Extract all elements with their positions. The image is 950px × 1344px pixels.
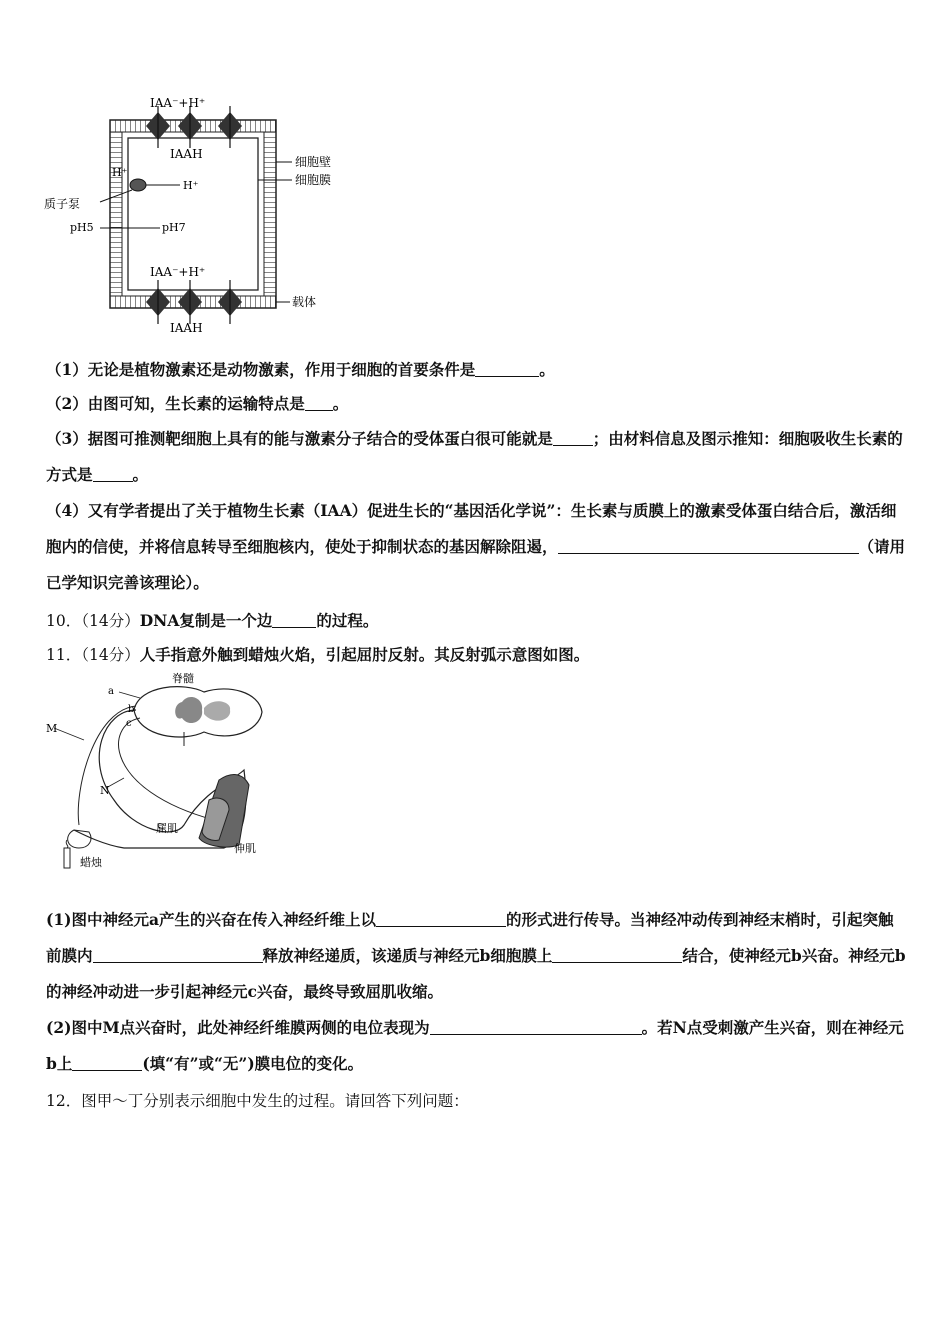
q9-part3-text-a: （3）据图可推测靶细胞上具有的能与激素分子结合的受体蛋白很可能就是 [46, 429, 553, 448]
proton-pump-label: 质子泵 [44, 197, 81, 211]
carrier-proteins-top [146, 112, 242, 140]
q11-part1-blank-1 [376, 910, 506, 927]
cell-wall-label: 细胞壁 [295, 155, 332, 169]
neuron-c-label: c [126, 718, 132, 729]
q9-part3 [46, 421, 908, 493]
point-m-label: M [46, 722, 58, 735]
q11 [46, 637, 908, 673]
spinal-cord [134, 687, 262, 746]
q11-part1-text-a: (1)图中神经元a产生的兴奋在传入神经纤维上以 [46, 910, 376, 929]
reflex-arc-diagram [44, 670, 274, 880]
bottom-iaa-label: IAA⁻+H⁺ [150, 265, 206, 279]
iaa-transport-diagram [40, 92, 380, 338]
proton-pump-icon [130, 179, 146, 191]
q9-part4-blank-2 [783, 537, 859, 554]
q11-part2-blank-1 [430, 1018, 642, 1035]
q11-number: 11．（14分） [46, 646, 140, 664]
q10-number: 10．（14分） [46, 612, 140, 630]
q10-text-b: 的过程。 [316, 611, 379, 630]
q11-part2-text-c: (填“有”或“无”)膜电位的变化。 [142, 1054, 364, 1073]
carrier-label: 载体 [292, 295, 317, 309]
carrier-proteins-bottom [146, 288, 242, 316]
q9-part4 [46, 493, 908, 601]
q9-part4-blank-1 [558, 537, 783, 554]
q11-part2 [46, 1010, 908, 1082]
q11-part1-text-b: 的形式进行传导。当神经冲动传到神经末梢时，引起突触前膜内 [46, 910, 894, 965]
q9-part2 [46, 386, 908, 422]
q11-part2-text-a: (2)图中M点兴奋时，此处神经纤维膜两侧的电位表现为 [46, 1018, 430, 1037]
candle-icon [64, 848, 70, 868]
ph-in-label: pH7 [162, 221, 186, 234]
q11-part1 [46, 902, 908, 1010]
q9-part1-end: 。 [539, 360, 555, 379]
extensor-label: 伸肌 [234, 842, 256, 855]
flexor-label: 屈肌 [156, 822, 178, 835]
ph-out-label: pH5 [70, 221, 94, 234]
h-plus-inner-label: H⁺ [183, 179, 199, 192]
h-plus-outer-label: H⁺ [112, 166, 128, 179]
q10 [46, 603, 908, 639]
q9-part2-blank [305, 394, 333, 411]
q10-blank [272, 611, 316, 628]
spinal-cord-label: 脊髓 [172, 672, 194, 685]
q9-part3-end: 。 [132, 465, 149, 484]
q12 [46, 1083, 908, 1119]
q9-part4-text: （4）又有学者提出了关于植物生长素（IAA）促进生长的“基因活化学说”：生长素与质膜上的激素受体蛋白结合后，激活细胞内的信使，并将信息转导至细胞核内，使处于抑制状态的基因解除阻遏， [46, 501, 897, 556]
neuron-b-label: b [128, 704, 135, 715]
q11-part1-text-d: 结合，使神经元b兴奋。神经元b的神经冲动进一步引起神经元c兴奋，最终导致屈肌收缩。 [46, 946, 906, 1001]
q9-part3-blank-1 [553, 429, 593, 446]
q11-part1-blank-3 [552, 946, 682, 963]
q9-part3-text-b: ；由材料信息及图示推知：细胞吸收生长素的方式是 [46, 429, 903, 484]
q9-part4-end: （请用已学知识完善该理论）。 [46, 537, 906, 592]
q11-part2-blank-2 [72, 1054, 142, 1071]
point-n-label: N [100, 784, 110, 797]
q11-part2-text-b: 。若N点受刺激产生兴奋，则在神经元b上 [46, 1018, 904, 1073]
q9-part2-end: 。 [332, 394, 349, 413]
q9-part1 [46, 352, 908, 388]
candle-label: 蜡烛 [80, 856, 102, 869]
cell-membrane-label: 细胞膜 [295, 173, 332, 187]
top-iaah-label: IAAH [170, 147, 203, 161]
q9-part3-blank-2 [93, 465, 133, 482]
neuron-a-label: a [108, 686, 114, 697]
q11-part1-blank-2 [93, 946, 263, 963]
top-iaa-label: IAA⁻+H⁺ [150, 96, 206, 110]
q9-part2-text: （2）由图可知，生长素的运输特点是 [46, 394, 305, 413]
q11-text: 人手指意外触到蜡烛火焰，引起屈肘反射。其反射弧示意图如图。 [139, 645, 590, 664]
q12-text: 12．图甲～丁分别表示细胞中发生的过程。请回答下列问题： [46, 1092, 469, 1110]
q9-part1-blank [475, 360, 539, 377]
q10-text-a: DNA复制是一个边 [139, 611, 273, 630]
bottom-iaah-label: IAAH [170, 321, 203, 335]
q9-part1-text: （1）无论是植物激素还是动物激素，作用于细胞的首要条件是 [46, 360, 476, 379]
q11-part1-text-c: 释放神经递质，该递质与神经元b细胞膜上 [262, 946, 553, 965]
